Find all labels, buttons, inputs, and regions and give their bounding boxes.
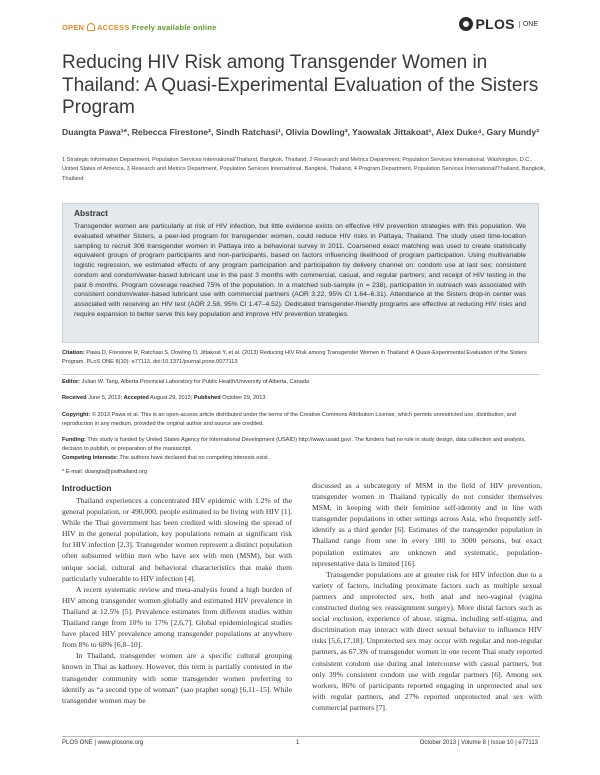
copyright-text: © 2013 Pawa et al. This is an open-access article distributed under the terms of the Creative Commons Attribution License, which permits unrestricted use, distribution, and reproduction in any medium, provided the original author and source are credited. xyxy=(62,412,516,427)
open-label: OPEN xyxy=(62,23,85,32)
journal-logo xyxy=(459,16,539,32)
competing-label: Competing Interests: xyxy=(62,455,118,461)
published-label: Published xyxy=(193,395,221,401)
paragraph: discussed as a subcategory of MSM in the field of HIV prevention, transgender women in Thailand typically do not consider themselves MSM, in keeping with their feminine self-identity and in line with transgender populations in other settings across Asia, who frequently self-identify as a third gender [6]. Estimates of the transgender population in Thailand range from one in every 180 to 3000 persons, but exact population estimates are unknown and systematic, population-representative data is limited [16]. xyxy=(312,481,542,568)
page-number: 1 xyxy=(296,740,300,746)
author-list: Duangta Pawa¹*, Rebecca Firestone², Sindh Ratchasi¹, Olivia Dowling³, Yaowalak Jittakoat¹, Alex Duke⁴, Gary Mundy³ xyxy=(62,127,540,137)
accepted-date: August 29, 2013; xyxy=(150,395,193,401)
editor-text: Julian W. Tang, Alberta Provincial Laboratory for Public Health/University of Alberta, Canada xyxy=(81,379,310,385)
copyright-label: Copyright: xyxy=(62,412,91,418)
funding xyxy=(62,436,540,454)
accepted-label: Accepted xyxy=(123,395,149,401)
open-access-badge xyxy=(62,23,216,32)
journal-sub: ONE xyxy=(519,21,538,28)
editor-label: Editor: xyxy=(62,379,81,385)
paragraph: Transgender populations are at greater risk for HIV infection due to a variety of factors, including proximate factors such as multiple sexual partners and unprotected sex, both anal and neo-vaginal (vagina constructed during sex reassignment surgery). More distal factors such as social exclusion, experience of abuse, stigma, including self-stigma, and discrimination may interact with direct sexual behavior to influence HIV risks [5,6,17,18]. Unprotected sex may occur with regular and non-regular partners, as 67.3% of transgender women in one recent Thai study reported consistent condom use during anal intercourse with casual partners, but only 39% consistent condom use with regular partners [6]. Among sex workers, 86% of participants reported engaging in unprotected anal sex with regular partners, and 27% reported unprotected anal sex with commercial partners [7]. xyxy=(312,569,542,712)
footer-journal: PLOS ONE | www.plosone.org xyxy=(62,740,144,746)
citation-label: Citation: xyxy=(62,350,85,356)
copyright xyxy=(62,411,540,429)
funding-label: Funding: xyxy=(62,437,86,443)
received-label: Received xyxy=(62,395,87,401)
received-date: June 5, 2013; xyxy=(88,395,123,401)
body-column-left xyxy=(62,495,292,706)
funding-text: This study is funded by United States Agency for International Development (USAID) http://www.usaid.gov/. The funders had no role in study design, data collection and analysis, decision to publish, or preparation of the manuscript. xyxy=(62,437,526,452)
abstract-heading: Abstract xyxy=(74,208,108,218)
competing-text: The authors have declared that no competing interests exist. xyxy=(119,455,270,461)
published-date: October 29, 2013 xyxy=(222,395,266,401)
article-title: Reducing HIV Risk among Transgender Women in Thailand: A Quasi-Experimental Evaluation of the Sisters Program xyxy=(62,52,539,118)
affiliations: 1 Strategic Information Department, Population Services International/Thailand, Bangkok, Thailand, 2 Research and Metrics Department, Population Services International, Washington, D.C., United States of America, 3 Research and Metrics Department, Population Services International, Bangkok, Thailand, 4 Program Department, Population Services International/Thailand, Bangkok, Thailand xyxy=(62,157,546,182)
abstract-text: Transgender women are particularly at risk of HIV infection, but little evidence exists on effective HIV prevention strategies with this population. We evaluated whether Sisters, a peer-led program for transgender women, could reduce HIV risks in Pattaya, Thailand. The study used time-location sampling to recruit 308 transgender women in Pattaya into a behavioral survey in 2011. Coarsened exact matching was used to create statistically equivalent groups of program participants and non-participants, based on factors influencing likelihood of program participation. Using multivariable logistic regression, we estimated effects of any program participation and participation by delivery channel on: condom use at last sex; consistent condom and condom/water-based lubricant use in the past 3 months with commercial, casual, and regular partners; and receipt of HIV testing in the past 6 months. Program coverage reached 75% of the population. In a matched sub-sample (n = 238), participation in outreach was associated with consistent condom/water-based lubricant use with commercial partners (AOR 3.22, 95% CI 1.64–6.31). Attendance at the Sisters drop-in center was associated with receiving an HIV test (AOR 2.58, 95% CI 1.47–4.52). Dedicated transgender-friendly programs are effective at reducing HIV risks and require expansion to better serve this key population and improve HIV prevention strategies. xyxy=(74,223,526,318)
paragraph: Thailand experiences a concentrated HIV epidemic with 1.2% of the general population, or 490,000, people estimated to be living with HIV [1]. While the Thai government has been credited with slowing the spread of HIV in the general population, key populations remain at significant risk for HIV infection [2,3]. Transgender women represent a distinct population often subsumed within men who have sex with men (MSM), but with unique social, cultural and behavioral characteristics that make them particularly vulnerable to HIV infection [4]. xyxy=(62,496,292,583)
footer-issue: October 2013 | Volume 8 | Issue 10 | e77113 xyxy=(419,740,538,746)
paragraph: A recent systematic review and meta-analysis found a high burden of HIV among transgender women globally and estimated HIV prevalence in Thailand at 12.5% [5]. Prevalence estimates from different studies within Thailand range from 10% to 17% [2,6,7]. Global epidemiological studies have placed HIV prevalence among transgender populations at anywhere from 8% to 68% [6,8–10]. xyxy=(62,584,292,650)
paragraph: In Thailand, transgender women are a specific cultural grouping known in Thai as kathoey. However, this term is partially contested in the transgender community with some transgender women preferring to identify as “a second type of woman” (sao praphet song) [6,11–15]. While transgender women may be xyxy=(62,651,292,705)
citation xyxy=(62,349,540,367)
editor xyxy=(62,378,540,387)
access-label: ACCESS xyxy=(97,23,130,32)
lock-open-icon xyxy=(87,23,95,31)
freely-available-label: Freely available online xyxy=(131,23,217,32)
section-heading-introduction: Introduction xyxy=(62,483,112,493)
divider xyxy=(62,374,540,375)
plos-logo-icon xyxy=(459,17,473,31)
body-column-right xyxy=(312,480,542,713)
competing-interests xyxy=(62,454,540,463)
email: * E-mail: duangta@psithailand.org xyxy=(62,469,147,475)
journal-name: PLOS xyxy=(475,16,515,32)
dates xyxy=(62,394,540,403)
citation-text: Pawa D, Firestone R, Ratchasi S, Dowling O, Jittakoat Y, et al. (2013) Reducing HIV Risk among Transgender Women in Thailand: A Quasi-Experimental Evaluation of the Sisters Program. PLoS ONE 8(10): e77113. doi:10.1371/journal.pone.0077113 xyxy=(62,350,527,365)
footer-divider xyxy=(62,736,540,737)
